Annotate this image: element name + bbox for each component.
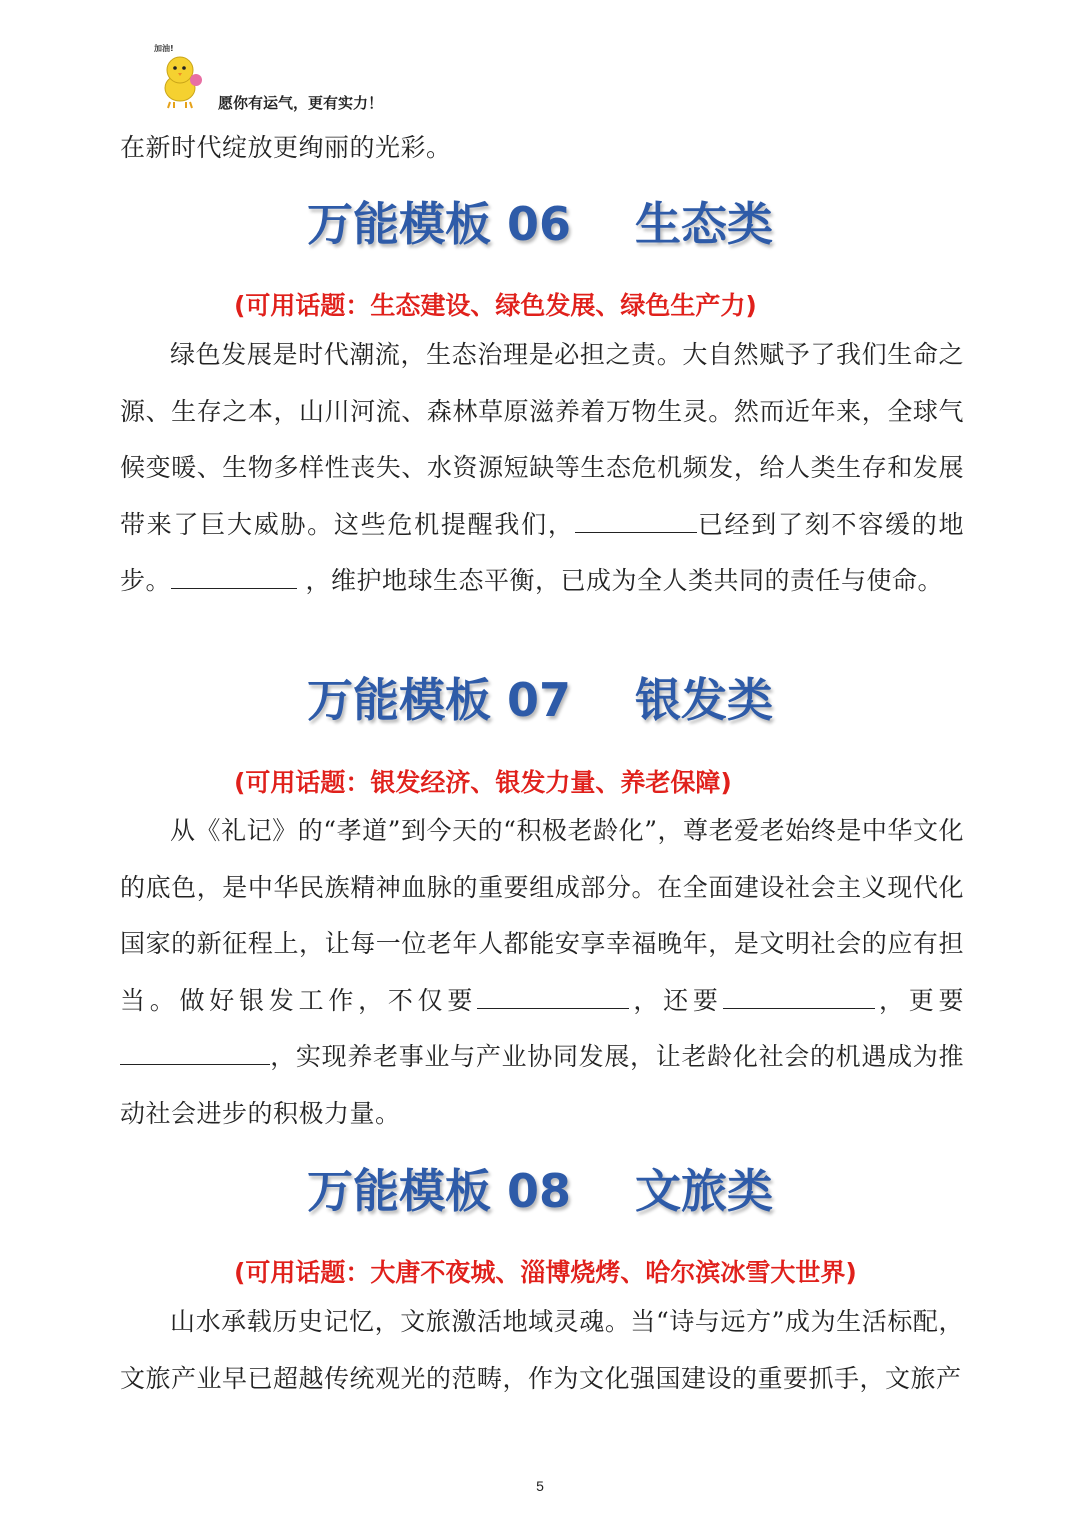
section-paragraph-08: 山水承载历史记忆，文旅激活地域灵魂。当“诗与远方”成为生活标配，文旅产业早已超越传统观光的范畴，作为文化强国建设的重要抓手，文旅产 (120, 1307, 964, 1393)
header-motto: 愿你有运气，更有实力！ (218, 94, 384, 112)
paragraph-text: ，维护地球生态平衡，已成为全人类共同的责任与使命。 (297, 566, 943, 595)
fill-blank[interactable] (120, 1042, 270, 1065)
section-title-08: 万能模板 08 文旅类 (306, 1164, 774, 1218)
fill-blank[interactable] (477, 986, 629, 1009)
fill-blank[interactable] (723, 986, 875, 1009)
intro-text: 在新时代绽放更绚丽的光彩。 (120, 133, 452, 162)
chick-mascot-icon (150, 40, 220, 110)
section-topics-07: (可用话题：银发经济、银发力量、养老保障) (234, 768, 732, 797)
paragraph-text: ，还要 (629, 985, 723, 1015)
fill-blank[interactable] (171, 566, 297, 589)
paragraph-text: ，更要 (874, 985, 964, 1015)
section-topics-06: (可用话题：生态建设、绿色发展、绿色生产力) (234, 291, 757, 320)
section-topics-08: (可用话题：大唐不夜城、淄博烧烤、哈尔滨冰雪大世界) (234, 1258, 857, 1287)
section-title-07: 万能模板 07 银发类 (306, 673, 774, 727)
header (150, 40, 450, 120)
section-paragraph-06 (120, 327, 964, 610)
paragraph-text: ，实现养老事业与产业协同发展，让老龄化社会的机遇成为推动社会进步的积极力量。 (120, 1042, 964, 1128)
mascot-badge-text: 加油! (154, 44, 174, 53)
paragraph-text: 从《礼记》的“孝道”到今天的“积极老龄化”，尊老爱老始终是中华文化的底色，是中华民族精神血脉的重要组成部分。在全面建设社会主义现代化国家的新征程上，让每一位老年人都能安享幸福晚年，是文明社会的应有担当。做好银发工作，不仅要 (120, 816, 964, 1015)
fill-blank[interactable] (575, 510, 697, 533)
section-paragraph-07 (120, 803, 964, 1142)
page-number: 5 (536, 1478, 544, 1494)
paragraph-text: 绿色发展是时代潮流，生态治理是必担之责。大自然赋予了我们生命之源、生存之本，山川河流、森林草原滋养着万物生灵。然而近年来，全球气候变暖、生物多样性丧失、水资源短缺等生态危机频发，给人类生存和发展带来了巨大威胁。这些危机提醒我们， (120, 340, 964, 539)
section-title-06: 万能模板 06 生态类 (306, 197, 774, 251)
paragraph-text: 已经到了刻不容缓的地步。 (120, 509, 964, 595)
